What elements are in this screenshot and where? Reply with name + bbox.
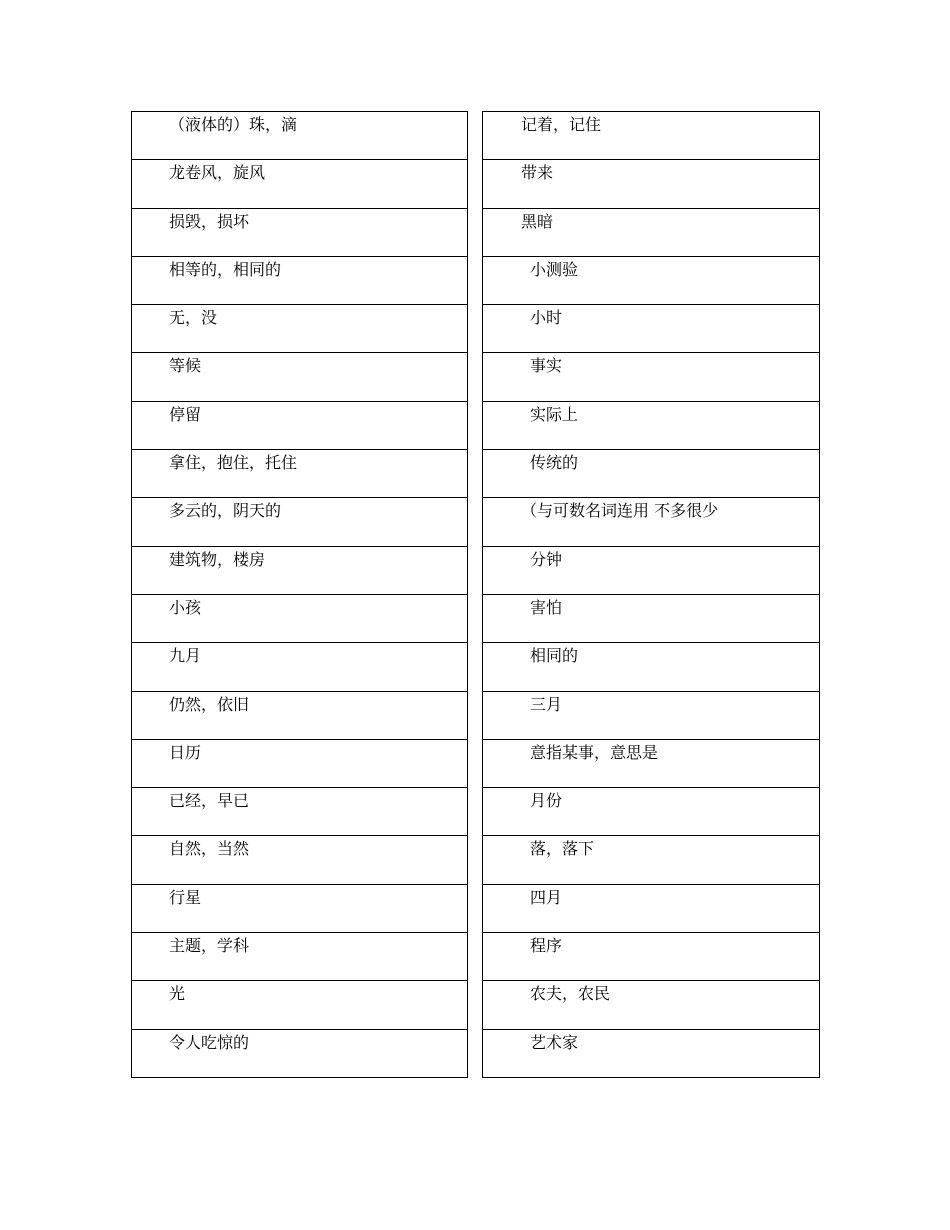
table-cell	[483, 594, 820, 642]
table-row	[483, 353, 820, 401]
table-row	[132, 208, 468, 256]
table-cell	[483, 788, 820, 836]
vocab-meaning: 记着，记住	[521, 115, 602, 134]
table-row	[132, 450, 468, 498]
table-row	[483, 208, 820, 256]
table-row	[483, 836, 820, 884]
vocab-meaning: 光	[169, 984, 186, 1004]
vocab-meaning: 行星	[169, 887, 202, 907]
table-row	[132, 739, 468, 787]
table-row	[483, 643, 820, 691]
vocab-meaning: 相等的，相同的	[169, 259, 282, 279]
table-cell	[483, 836, 820, 884]
table-cell	[483, 546, 820, 594]
vocab-meaning: 已经，早已	[169, 791, 250, 811]
table-cell	[132, 498, 468, 546]
table-row	[483, 546, 820, 594]
table-row	[132, 933, 468, 981]
table-cell	[483, 498, 820, 546]
table-row	[132, 546, 468, 594]
vocab-meaning: 拿住，抱住，托住	[169, 453, 298, 473]
vocab-meaning: 传统的	[530, 453, 579, 473]
vocab-meaning: （液体的）珠，滴	[169, 115, 298, 134]
table-cell	[132, 739, 468, 787]
vocab-meaning: 意指某事，意思是	[530, 742, 659, 762]
vocab-meaning: 月份	[530, 791, 563, 811]
vocab-meaning: 四月	[530, 887, 563, 907]
table-row	[132, 884, 468, 932]
vocab-meaning: 自然，当然	[169, 839, 250, 859]
table-cell	[132, 836, 468, 884]
vocab-meaning: 九月	[169, 646, 202, 666]
table-cell	[132, 546, 468, 594]
vocab-meaning: 农夫，农民	[530, 984, 611, 1004]
vocab-meaning: （与可数名词连用 不多很少	[521, 501, 719, 521]
table-cell	[132, 208, 468, 256]
vocab-meaning: 建筑物，楼房	[169, 549, 266, 569]
table-row	[483, 981, 820, 1029]
table-row	[132, 305, 468, 353]
table-row	[132, 788, 468, 836]
table-row	[483, 594, 820, 642]
table-cell	[483, 353, 820, 401]
table-row	[483, 160, 820, 208]
table-cell	[483, 160, 820, 208]
table-row	[483, 884, 820, 932]
table-row	[483, 401, 820, 449]
vocab-meaning: 害怕	[530, 597, 563, 617]
table-cell	[132, 884, 468, 932]
vocab-meaning: 艺术家	[530, 1032, 579, 1052]
vocab-meaning: 黑暗	[521, 211, 554, 231]
table-row	[132, 981, 468, 1029]
vocab-meaning: 令人吃惊的	[169, 1032, 250, 1052]
right-vocab-table	[482, 111, 820, 1078]
table-cell	[132, 981, 468, 1029]
vocab-meaning: 事实	[530, 356, 563, 376]
vocab-meaning: 带来	[521, 163, 554, 183]
table-row	[483, 256, 820, 304]
vocab-meaning: 多云的，阴天的	[169, 501, 282, 521]
vocab-meaning: 分钟	[530, 549, 563, 569]
table-row	[132, 353, 468, 401]
table-row	[132, 256, 468, 304]
table-cell	[132, 594, 468, 642]
table-row	[132, 401, 468, 449]
table-cell	[132, 401, 468, 449]
table-cell	[132, 643, 468, 691]
table-cell	[483, 401, 820, 449]
table-row	[483, 305, 820, 353]
vocab-meaning: 等候	[169, 356, 202, 376]
table-cell	[483, 739, 820, 787]
table-cell	[483, 1029, 820, 1077]
table-row	[483, 933, 820, 981]
table-cell	[132, 305, 468, 353]
table-cell	[483, 208, 820, 256]
table-cell	[483, 691, 820, 739]
vocab-meaning: 小孩	[169, 597, 202, 617]
table-cell	[132, 691, 468, 739]
vocab-meaning: 小测验	[530, 259, 579, 279]
vocab-meaning: 程序	[530, 936, 563, 956]
table-cell	[483, 933, 820, 981]
table-row	[132, 160, 468, 208]
table-cell	[483, 112, 820, 160]
vocab-meaning: 三月	[530, 694, 563, 714]
table-row	[483, 739, 820, 787]
table-row	[132, 836, 468, 884]
vocab-meaning: 仍然，依旧	[169, 694, 250, 714]
table-cell	[483, 256, 820, 304]
vocab-meaning: 无，没	[169, 308, 218, 328]
table-row	[483, 498, 820, 546]
table-cell	[132, 256, 468, 304]
vocab-meaning: 实际上	[530, 404, 579, 424]
table-cell	[132, 450, 468, 498]
table-cell	[483, 450, 820, 498]
table-row	[483, 788, 820, 836]
table-cell	[132, 788, 468, 836]
vocab-meaning: 日历	[169, 742, 202, 762]
vocab-meaning: 损毁，损坏	[169, 211, 250, 231]
table-row	[483, 1029, 820, 1077]
table-row	[132, 498, 468, 546]
vocab-meaning: 小时	[530, 308, 563, 328]
left-vocab-table	[131, 111, 468, 1078]
table-cell	[132, 1029, 468, 1077]
table-cell	[483, 884, 820, 932]
table-row	[132, 691, 468, 739]
vocab-meaning: 龙卷风，旋风	[169, 163, 266, 183]
vocab-meaning: 停留	[169, 404, 202, 424]
table-row	[483, 450, 820, 498]
table-row	[483, 112, 820, 160]
table-row	[132, 1029, 468, 1077]
table-cell	[483, 981, 820, 1029]
vocab-meaning: 主题，学科	[169, 936, 250, 956]
table-row	[132, 112, 468, 160]
table-cell	[483, 643, 820, 691]
vocab-meaning: 相同的	[530, 646, 579, 666]
table-cell	[132, 353, 468, 401]
table-cell	[483, 305, 820, 353]
table-cell	[132, 160, 468, 208]
vocab-meaning: 落，落下	[530, 839, 595, 859]
table-cell	[132, 112, 468, 160]
table-row	[132, 643, 468, 691]
table-row	[132, 594, 468, 642]
table-cell	[132, 933, 468, 981]
table-row	[483, 691, 820, 739]
